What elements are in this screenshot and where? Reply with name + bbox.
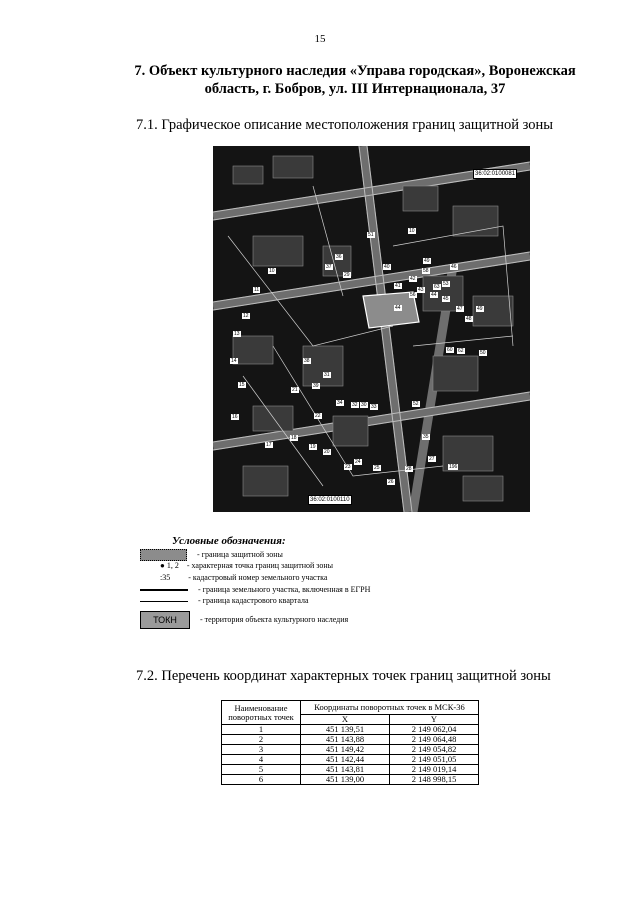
zone-boundary-swatch (140, 549, 187, 561)
parcel-label: 18 (291, 435, 297, 441)
parcel-label: 39 (313, 383, 319, 389)
col-header-points: Наименование поворотных точек (222, 701, 301, 725)
legend-item-tokn: ТОКН - территория объекта культурного наследия (140, 611, 348, 629)
table-row: 4 451 142,44 2 149 051,05 (222, 755, 479, 765)
parcel-label: 19 (310, 444, 316, 450)
legend-item-point: ● 1, 2 - характерная точка границ защитной зоны (160, 561, 334, 570)
parcel-label: 46 (451, 264, 457, 270)
parcel-label: 28 (406, 466, 412, 472)
parcel-label: 42 (410, 276, 416, 282)
parcel-label: 22 (315, 413, 321, 419)
legend-item-zone-boundary: - граница защитной зоны (140, 549, 283, 561)
parcel-label: 41 (395, 283, 401, 289)
parcel-label: 43 (418, 287, 424, 293)
parcel-label: 62 (458, 348, 464, 354)
parcel-label: 25 (374, 465, 380, 471)
legend-item-quarter-boundary: - граница кадастрового квартала (140, 596, 309, 606)
legend-title: Условные обозначения: (172, 535, 286, 547)
quarter-boundary-line (140, 601, 188, 602)
parcel-label: 36 (336, 254, 342, 260)
parcel-label: 17 (266, 442, 272, 448)
table-row: 6 451 139,00 2 148 998,15 (222, 775, 479, 785)
cadastral-quarter-top: 36:02:0100081 (475, 171, 516, 177)
parcel-label: 26 (388, 479, 394, 485)
parcel-label: 16 (232, 414, 238, 420)
table-row: 5 451 143,81 2 149 019,14 (222, 765, 479, 775)
parcel-label: 33 (371, 404, 377, 410)
parcel-label: 52 (413, 401, 419, 407)
map-graphics (213, 146, 530, 512)
parcel-label: 44 (431, 292, 437, 298)
parcel-label: 63 (434, 284, 440, 290)
parcel-label: 44 (395, 305, 401, 311)
parcel-label: 58 (423, 268, 429, 274)
section-title: 7. Объект культурного наследия «Управа городская», Воронежская область, г. Бобров, ул. III Интернационала, 37 (134, 63, 576, 97)
parcel-label: 49 (424, 258, 430, 264)
table-row: 1 451 139,51 2 149 062,04 (222, 725, 479, 735)
table-row: 2 451 143,88 2 149 064,48 (222, 735, 479, 745)
coordinates-table (221, 700, 479, 785)
parcel-boundary-line (140, 589, 188, 591)
parcel-label: 50 (480, 350, 486, 356)
parcel-label-196: 196 (449, 464, 458, 470)
parcel-label: 38 (304, 358, 310, 364)
parcel-label: 60 (447, 347, 453, 353)
legend-item-parcel-boundary: - граница земельного участка, включенная в ЕГРН (140, 585, 370, 595)
parcel-label: 10 (269, 268, 275, 274)
parcel-label: 48 (466, 316, 472, 322)
parcel-label: 12 (243, 313, 249, 319)
parcel-label: 29 (344, 272, 350, 278)
parcel-label: 27 (429, 456, 435, 462)
col-header-x: X (301, 715, 390, 725)
tokn-swatch: ТОКН (140, 611, 190, 629)
parcel-label: 21 (292, 387, 298, 393)
parcel-label: 31 (324, 372, 330, 378)
parcel-label: 56 (410, 292, 416, 298)
parcel-label: 14 (231, 358, 237, 364)
parcel-label: 49 (477, 306, 483, 312)
parcel-label: 30 (361, 402, 367, 408)
parcel-label: 35 (423, 434, 429, 440)
map-image (213, 146, 530, 512)
page-number: 15 (314, 33, 326, 45)
parcel-label: 37 (326, 264, 332, 270)
parcel-label: 32 (352, 402, 358, 408)
parcel-label: 15 (239, 382, 245, 388)
table-row: 3 451 149,42 2 149 054,82 (222, 745, 479, 755)
subsection-7-2-heading: 7.2. Перечень координат характерных точек границ защитной зоны (136, 668, 551, 684)
parcel-label: 34 (337, 400, 343, 406)
parcel-label: 24 (355, 459, 361, 465)
subsection-7-1-heading: 7.1. Графическое описание местоположения границ защитной зоны (136, 117, 553, 133)
parcel-label: 23 (345, 464, 351, 470)
cadastral-quarter-bottom: 36:02:0100110 (310, 497, 350, 503)
parcel-label: 53 (443, 281, 449, 287)
parcel-label: 51 (368, 232, 374, 238)
parcel-label: 45 (443, 296, 449, 302)
legend-item-cadastral-number: :35 - кадастровый номер земельного участка (160, 573, 328, 582)
parcel-label: 47 (457, 306, 463, 312)
col-header-y: Y (390, 715, 479, 725)
parcel-label: 11 (254, 287, 260, 293)
parcel-label: 40 (384, 264, 390, 270)
parcel-label: 20 (324, 449, 330, 455)
parcel-label: 10 (409, 228, 415, 234)
col-header-coordinates: Координаты поворотных точек в МСК-36 (301, 701, 479, 715)
parcel-label: 13 (234, 331, 240, 337)
